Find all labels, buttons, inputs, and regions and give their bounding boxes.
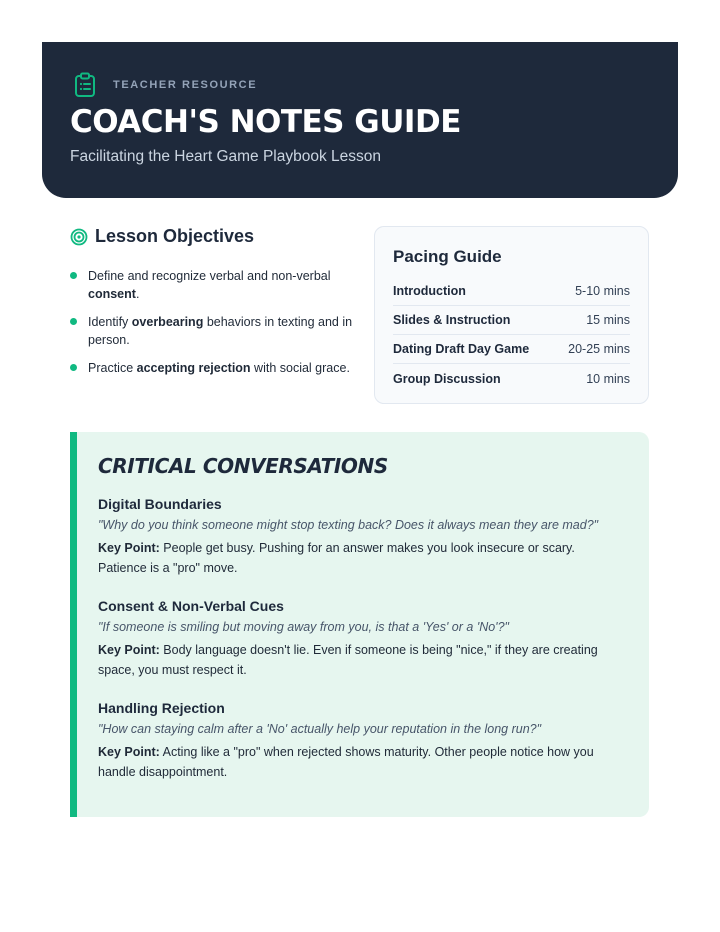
pacing-time: 15 mins [586, 313, 630, 327]
conversation-title: Consent & Non-Verbal Cues [98, 598, 284, 614]
objective-text-end: with social grace. [250, 361, 350, 375]
key-point-text: People get busy. Pushing for an answer makes you look insecure or scary. Patience is a "pro" move. [98, 541, 575, 575]
key-point [98, 640, 625, 680]
bullet-dot [70, 272, 77, 279]
pacing-label: Slides & Instruction [393, 313, 511, 327]
objective-item [70, 313, 360, 349]
objective-bold: accepting rejection [136, 361, 251, 375]
critical-conversations-panel [70, 432, 649, 817]
key-point-label: Key Point: [98, 643, 160, 657]
objective-text: Identify [88, 315, 132, 329]
bullet-dot [70, 364, 77, 371]
objective-text: Practice [88, 361, 137, 375]
pacing-row [393, 364, 630, 393]
pacing-time: 20-25 mins [568, 342, 630, 356]
key-point-label: Key Point: [98, 541, 160, 555]
pacing-label: Group Discussion [393, 371, 501, 386]
header-banner [42, 42, 678, 198]
pacing-label: Introduction [393, 284, 466, 298]
objectives-heading-row [70, 226, 360, 247]
conversation-quote: "If someone is smiling but moving away from you, is that a 'Yes' or a 'No'?" [98, 620, 509, 634]
objective-bold: consent [88, 287, 136, 301]
conversation-item [98, 598, 625, 680]
objective-item [70, 359, 360, 377]
pacing-heading: Pacing Guide [393, 247, 502, 266]
page-title: COACH'S NOTES GUIDE [70, 104, 461, 140]
conversation-title: Handling Rejection [98, 700, 225, 716]
key-point [98, 742, 625, 782]
pacing-row [393, 277, 630, 306]
target-icon [70, 228, 88, 246]
clipboard-icon [73, 72, 97, 98]
objectives-list [70, 267, 360, 377]
pacing-time: 10 mins [586, 371, 630, 386]
conversation-quote: "Why do you think someone might stop texting back? Does it always mean they are mad?" [98, 518, 599, 532]
pacing-time: 5-10 mins [575, 284, 630, 298]
pacing-guide-card [374, 226, 649, 404]
conversation-item [98, 496, 625, 578]
objective-item [70, 267, 360, 303]
header-eyebrow: TEACHER RESOURCE [113, 79, 258, 91]
conversation-item [98, 700, 625, 782]
objective-bold: overbearing [131, 315, 204, 329]
objective-text-end: . [135, 287, 140, 301]
conversation-quote: "How can staying calm after a 'No' actually help your reputation in the long run?" [98, 722, 542, 736]
eyebrow-row [73, 72, 257, 98]
bullet-dot [70, 318, 77, 325]
lesson-objectives [70, 226, 360, 387]
pacing-label: Dating Draft Day Game [393, 342, 530, 356]
page-subtitle: Facilitating the Heart Game Playbook Lesson [70, 148, 382, 165]
objective-text-end: behaviors in texting and in person. [88, 315, 353, 347]
critical-heading: CRITICAL CONVERSATIONS [98, 454, 388, 478]
key-point-label: Key Point: [98, 745, 160, 759]
key-point [98, 538, 625, 578]
key-point-text: Body language doesn't lie. Even if someone is being "nice," if they are creating space, you must respect it. [98, 643, 598, 677]
objectives-heading: Lesson Objectives [95, 226, 255, 246]
objective-text: Define and recognize verbal and non-verbal [88, 269, 331, 283]
key-point-text: Acting like a "pro" when rejected shows maturity. Other people notice how you handle disappointment. [98, 745, 594, 779]
pacing-row [393, 306, 630, 335]
conversation-title: Digital Boundaries [98, 496, 222, 512]
pacing-row [393, 335, 630, 364]
